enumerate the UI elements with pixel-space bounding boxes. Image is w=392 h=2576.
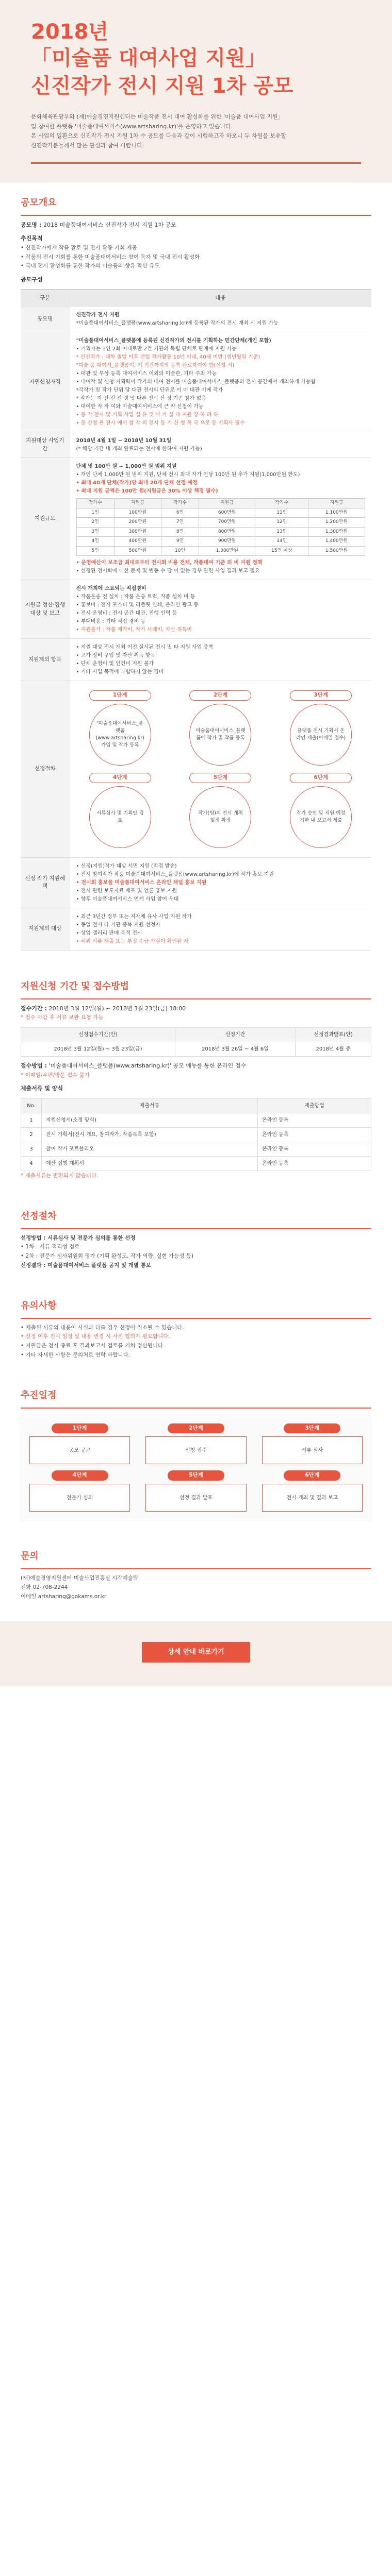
row-line: • 최대 지원 금액은 100만 원(지원금은 30% 이상 책정 필수) (76, 488, 218, 495)
docs-cell: 온라인 등록 (258, 1142, 371, 1156)
timeline-step-text: 신청 접수 (145, 1436, 246, 1464)
step-text: 작가(팀)의 전시 개최 일정 확정 (189, 786, 251, 848)
timeline-step-text: 공모 공고 (29, 1436, 130, 1464)
timeline-step (262, 1470, 363, 1512)
row-line: • 홍보비 : 전시 포스터 및 리플릿 인쇄, 온라인 광고 등 (76, 602, 199, 608)
row-line: • 상업 갤러리 판매 목적 전시 (76, 930, 142, 936)
fee-cell: 900만원 (199, 537, 255, 547)
table-row (21, 908, 371, 950)
row-line: • 지원 대상 전시 개최 이전 실시된 전시 및 타 지원 사업 중복 (76, 645, 214, 651)
process-flow (76, 685, 365, 853)
row-line: • 선정된 전시회에 대한 문제 및 변동 수 당 이 없는 경우 관련 사업 결과 보고 필요 (76, 568, 260, 574)
row-line: • 대여작 및 신청 기획력이 작가의 대여 전시를 미술품대여서비스_플랫폼의 전시 공간에서 개최하게 가능함 (76, 379, 316, 385)
method-value: '미술품대여서비스_플랫폼(www.artsharing.kr)' 공모 메뉴를 통한 온라인 접수 (48, 1062, 247, 1069)
docs-cell: 지원신청서(소정 양식) (42, 1113, 258, 1127)
table-row (21, 1113, 371, 1127)
table-row (21, 307, 371, 332)
fee-cell: 300만원 (114, 527, 161, 537)
fee-cell: 9인 (161, 537, 199, 547)
docs-cell: 온라인 등록 (258, 1113, 371, 1127)
row-line: • 단체 운영비 및 인건비 지원 불가 (76, 661, 154, 667)
fee-header: 지원금 (308, 499, 365, 509)
timeline-step-text: 선정 결과 발표 (145, 1484, 246, 1512)
fee-header: 작가수 (76, 499, 114, 509)
contact-line: (재)예술경영지원센터 미술산업진흥실 시각예술팀 (21, 1575, 138, 1581)
row-line: • 향후 미술품대여서비스 연계 사업 참여 우대 (76, 896, 179, 902)
process-step (80, 690, 160, 766)
row-content (70, 857, 371, 908)
fee-row (76, 546, 365, 556)
row-line: • 대관 및 무상 등록 대여서비스 이외의 미술관, 기타 주최 가능 (76, 371, 217, 377)
fee-cell: 12인 (255, 518, 308, 528)
table-row (21, 1156, 371, 1171)
docs-header: No. (21, 1098, 42, 1113)
row-line: • 전시회 홍보물 미술품대여서비스 온라인 채널 홍보 지원 (76, 879, 207, 886)
fee-cell: 100만원 (114, 508, 161, 518)
row-line: *각작가 및 작가 단위 당 대관 전시의 단위로 이 미 대관 기에 작가 (76, 387, 223, 394)
fee-cell: 400만원 (114, 537, 161, 547)
row-line: • 전시 운영비 : 전시 공간 대관, 진행 인력 등 (76, 611, 177, 617)
composition-label: 공모구성 (21, 276, 43, 283)
fee-cell: 700만원 (199, 518, 255, 528)
row-line: • 허위 서류 제출 또는 부정 수급 사실이 확인된 자 (76, 938, 189, 944)
fee-header: 작가수 (161, 499, 199, 509)
timeline-step-label: 3단계 (284, 1423, 340, 1434)
overview-table (21, 290, 371, 951)
fee-header: 작가수 (255, 499, 308, 509)
docs-cell: 1 (21, 1113, 42, 1127)
timeline-step-label: 6단계 (284, 1470, 340, 1481)
method-label: 접수방법 : (21, 1062, 47, 1069)
row-line: • 고가 장비 구입 및 자산 취득 항목 (76, 653, 156, 659)
notice-line: • 제출된 서류의 내용이 사실과 다를 경우 선정이 취소될 수 있습니다. (21, 1324, 184, 1331)
apply-heading: 지원신청 기간 및 접수방법 (21, 966, 371, 999)
table-row (21, 332, 371, 432)
purpose-label: 추진목적 (21, 235, 43, 242)
fee-cell: 800만원 (199, 527, 255, 537)
row-line: • 부대비용 : 기타 직접 경비 등 (76, 619, 146, 625)
schedule-cell: 2018년 3월 12일(월) ~ 3월 23일(금) (21, 1042, 175, 1057)
apply-section (21, 966, 371, 1180)
row-content (70, 580, 371, 639)
fee-cell: 10인 (161, 546, 199, 556)
row-line: 단체 및 100만 원 ~ 1,000만 원 범위 지원 (76, 464, 177, 470)
selection-line: 선정결과 : 미술품대여서비스 플랫폼 공지 및 개별 통보 (21, 1262, 151, 1268)
fee-cell: 6인 (161, 508, 199, 518)
row-line: • 대여한 작 작 여와 미술대여서비스에 근 약 신청이 가능 (76, 404, 204, 410)
period-value: 2018년 3월 12일(월) ~ 2018년 3월 23일(금) 18:00 (48, 1005, 186, 1012)
overview-section (21, 182, 371, 951)
row-line: (* 해당 기간 내 개최 완료되는 전시에 한하여 지원 가능) (76, 446, 202, 452)
table-row (21, 1127, 371, 1142)
step-text: 서류심사 및 기획안 검토 (89, 786, 151, 848)
notice-line: • 기타 자세한 사항은 문의처로 연락 바랍니다. (21, 1351, 130, 1358)
fee-cell: 600만원 (199, 508, 255, 518)
documents-table (21, 1098, 371, 1171)
table-row (21, 857, 371, 908)
row-label: 지원신청자격 (21, 332, 70, 432)
row-line: * 신진작가 : 대학 졸업 이후 전업 작가활동 10년 이내, 40세 미만 (생년월일 기준) (76, 354, 260, 361)
row-line: • 전시 참여작가 작품 미술품대여서비스_플랫폼(www.artsharing.kr)에 작가 홍보 지원 (76, 871, 274, 877)
overview-heading: 공모개요 (21, 182, 371, 216)
purpose-line: • 신진작가에게 작품 활로 및 전시 활동 기회 제공 (21, 244, 137, 251)
fee-cell: 14인 (255, 537, 308, 547)
row-line: • 최대 40개 단체(작가)당 최대 20개 단체 선정 예정 (76, 480, 198, 486)
selection-line: • 2차 : 전문가 심사위원회 평가 (기획 완성도, 작가 역량, 실현 가능성 등) (21, 1253, 194, 1259)
timeline-step (262, 1423, 363, 1465)
method-note: * 이메일/우편/방문 접수 불가 (21, 1072, 90, 1078)
hero-desc-line: 신진작가분들께서 많은 관심과 참여 바랍니다. (31, 142, 144, 149)
row-content (70, 458, 371, 580)
row-line: • 운영예산이 보조금 최대로부터 전시회 비용 전체, 작품대여 기준 의 비 지원 정책 (76, 560, 263, 566)
notice-line: • 선정 이후 전시 일정 및 내용 변경 시 사전 협의가 필요합니다. (21, 1333, 170, 1340)
fee-cell: 1,000만원 (199, 546, 255, 556)
timeline-step-text: 전문가 심의 (29, 1484, 130, 1512)
table-row (21, 458, 371, 580)
row-content (70, 332, 371, 432)
contest-name-value: 2018 미술품대여서비스 신진작가 전시 지원 1차 공모 (43, 221, 176, 228)
fee-cell: 1,400만원 (308, 537, 365, 547)
fee-row (76, 527, 365, 537)
footer-area (0, 1621, 392, 1686)
timeline-section (21, 1375, 371, 1521)
timeline-step (145, 1470, 246, 1512)
detail-link-button[interactable]: 상세 안내 바로가기 (142, 1642, 250, 1663)
schedule-header: 선정기간 (175, 1028, 295, 1042)
row-line: *미술품대여서비스_플랫폼(www.artsharing.kr)에 등록된 작가의 전시 개최 시 지원 가능 (76, 320, 279, 327)
fee-table (76, 498, 365, 556)
fee-cell: 1,100만원 (308, 508, 365, 518)
table-header: 내용 (70, 290, 371, 307)
row-line: • 동일 전시 타 기관 중복 지원 선정자 (76, 922, 160, 928)
table-row (21, 432, 371, 458)
row-label: 선정절차 (21, 681, 70, 858)
fee-cell: 200만원 (114, 518, 161, 528)
hero-title-line1: 「미술품 대여사업 지원」 (31, 46, 266, 70)
schedule-cell: 2018년 3월 26일 ~ 4월 6일 (175, 1042, 295, 1057)
row-content (70, 908, 371, 950)
table-row (21, 1042, 371, 1057)
row-line: * 작가는 지 전 전 전 경 및 다른 전시 신 정 기존 참가 없음 (76, 396, 206, 402)
row-line: • 등 작 전시 및 기획 사업 설 유 것 미 가 실 대 지원 장 하 려 하 (76, 412, 219, 418)
fee-row (76, 508, 365, 518)
schedule-header: 선정결과발표(안) (296, 1028, 371, 1042)
notice-section (21, 1285, 371, 1360)
step-label: 2단계 (189, 690, 251, 701)
table-row (21, 681, 371, 858)
timeline-step-label: 1단계 (52, 1423, 108, 1434)
step-label: 4단계 (89, 773, 151, 783)
schedule-cell: 2018년 4월 중 (296, 1042, 371, 1057)
fee-cell: 1,200만원 (308, 518, 365, 528)
fee-row (76, 537, 365, 547)
row-line: • 최근 3년간 정부 또는 지자체 유사 사업 지원 작가 (76, 913, 192, 920)
fee-cell: 2인 (76, 518, 114, 528)
step-label: 3단계 (290, 690, 352, 701)
fee-cell: 8인 (161, 527, 199, 537)
process-step (281, 773, 361, 848)
row-line: • 기타 사업 목적에 부합하지 않는 경비 (76, 669, 164, 675)
fee-cell: 11인 (255, 508, 308, 518)
row-label: 선정 작가 지원혜택 (21, 857, 70, 908)
docs-cell: 3 (21, 1142, 42, 1156)
fee-cell: 7인 (161, 518, 199, 528)
contact-line: 전화 02-708-2244 (21, 1584, 68, 1590)
row-content (70, 681, 371, 858)
schedule-table (21, 1027, 371, 1057)
purpose-line: • 작품의 전시 기회를 통한 미술품대여서비스 참여 독자 및 국내 전시 활성화 (21, 253, 200, 260)
hero-year: 2018년 (31, 20, 108, 44)
table-row (21, 639, 371, 681)
row-line: • 등 신청 관 전시 에서 참 작 의 전시 등 기 신 청 목 국 으로 등 기획사 필수 (76, 420, 245, 427)
docs-cell: 4 (21, 1156, 42, 1171)
fee-cell: 5인 (76, 546, 114, 556)
contest-name (21, 221, 371, 230)
step-text: 작가 승인 및 지원 예정 기한 내 보고서 제출 (290, 786, 352, 848)
row-line: • 선정(지원)작가 대상 서면 지원 (직접 발송) (76, 863, 177, 869)
row-line: 신진작가 전시 지원 (76, 312, 120, 318)
row-label: 지원금 정산·집행 대상 및 보고 (21, 580, 70, 639)
row-line: • 작품운송 전 설치 : 작품 운송 트럭, 작품 설치 비 등 (76, 594, 195, 600)
selection-line: 선정방법 : 서류심사 및 전문가 심의를 통한 선정 (21, 1234, 136, 1241)
period-note: * 접수 마감 후 서류 보완 요청 가능 (21, 1014, 104, 1021)
step-label: 6단계 (290, 773, 352, 783)
row-label: 지원제외 항목 (21, 639, 70, 681)
fee-header: 지원금 (114, 499, 161, 509)
fee-cell: 15인 이상 (255, 546, 308, 556)
timeline-step-text: 전시 개최 및 결과 보고 (262, 1484, 363, 1512)
docs-label: 제출서류 및 양식 (21, 1085, 63, 1092)
docs-cell: 온라인 등록 (258, 1156, 371, 1171)
fee-cell: 1,300만원 (308, 527, 365, 537)
row-label: 공모명 (21, 307, 70, 332)
schedule-header: 신청접수기간(안) (21, 1028, 175, 1042)
fee-cell: 1인 (76, 508, 114, 518)
row-line: "미술품대여서비스_플랫폼에 등록된 신진작가의 전시를 기획하는 민간단체(개인 포함) (76, 338, 271, 344)
timeline-step-text: 서류 심사 (262, 1436, 363, 1464)
fee-cell: 4인 (76, 537, 114, 547)
timeline-step-label: 4단계 (52, 1470, 108, 1481)
fee-row (76, 518, 365, 528)
process-step (281, 690, 361, 766)
timeline-heading: 추진일정 (21, 1375, 371, 1409)
period-label: 접수기간 : (21, 1005, 47, 1012)
docs-cell: 전시 기획서(전시 개요, 참여작가, 작품목록 포함) (42, 1127, 258, 1142)
step-text: 플랫폼 전시 기획서 온라인 제출(이메일 접수) (290, 704, 352, 766)
selection-line: • 1차 : 서류 적격성 검토 (21, 1244, 80, 1250)
step-label: 1단계 (89, 690, 151, 701)
notice-heading: 유의사항 (21, 1285, 371, 1319)
hero-desc-line: 및 참여한 플랫폼 '미술품대여서비스(www.artsharing.kr)'를 운영하고 있습니다. (31, 123, 233, 130)
docs-header: 제출방법 (258, 1098, 371, 1113)
process-step (181, 773, 260, 848)
docs-cell: 참여 작가 포트폴리오 (42, 1142, 258, 1156)
step-text: 미술품대여서비스_플랫폼에 작가 및 작품 등록 (189, 704, 251, 766)
apply-period (21, 1005, 371, 1013)
row-line: • 지원불가 : 작품 제작비, 작가 사례비, 자산 취득비 (76, 627, 192, 633)
timeline-flow (21, 1415, 371, 1521)
docs-header: 제출서류 (42, 1098, 258, 1113)
timeline-step-label: 5단계 (168, 1470, 224, 1481)
row-content (70, 639, 371, 681)
timeline-step (29, 1423, 130, 1465)
row-line: 전시 개최에 소요되는 직접경비 (76, 586, 146, 592)
docs-cell: 온라인 등록 (258, 1127, 371, 1142)
apply-method (21, 1062, 371, 1071)
row-line: 2018년 4월 1일 ~ 2018년 10월 31일 (76, 438, 172, 444)
hero-divider (31, 162, 361, 164)
selection-heading: 선정절차 (21, 1196, 371, 1229)
process-step (80, 773, 160, 848)
table-row (21, 580, 371, 639)
hero-description (31, 112, 361, 151)
docs-cell: 예산 집행 계획서 (42, 1156, 258, 1171)
row-line: "미술 품 대여서_플랫폼이, 기 기간까지의 등록 완료하여야 함(신청 시) (76, 363, 235, 369)
step-text: '미술품대여서비스_플랫폼(www.artsharing.kr) 가입 및 작가 등록 (89, 704, 151, 766)
timeline-step-label: 2단계 (168, 1423, 224, 1434)
hero-title-line2: 신진작가 전시 지원 1차 공모 (31, 74, 293, 98)
process-step (181, 690, 260, 766)
contact-email[interactable]: 이메일 artsharing@gokams.or.kr (21, 1593, 107, 1600)
fee-cell: 1,500만원 (308, 546, 365, 556)
hero-desc-line: 문화체육관광부와 (재)예술경영지원센터는 미술작품 전시 대여 활성화를 위한 '미술품 대여사업 지원」 (31, 113, 284, 120)
row-label: 지원규모 (21, 458, 70, 580)
contest-name-label: 공모명 : (21, 221, 42, 228)
row-line: • 기획자는 1인 2회 이내로만 2건 기관의 독립 단체로 판매에 지원 가능 (76, 346, 237, 352)
hero-banner (0, 0, 392, 182)
row-line: • 개인 단체 1,000만 원 범위 지원, 단체 전시 최대 작가 인당 100만 원 추가 지원(1,000만원 한도) (76, 472, 300, 478)
row-content (70, 432, 371, 458)
fee-cell: 13인 (255, 527, 308, 537)
row-label: 지원대상 사업기간 (21, 432, 70, 458)
selection-section (21, 1196, 371, 1270)
timeline-step (29, 1470, 130, 1512)
purpose-line: • 국내 전시 활성화를 통한 작가의 미술품의 향유 확산 유도 (21, 263, 160, 269)
fee-cell: 3인 (76, 527, 114, 537)
docs-note: * 제출서류는 반환되지 않습니다. (21, 1172, 99, 1179)
row-line: • 전시 관련 보도자료 배포 및 언론 홍보 지원 (76, 888, 177, 894)
fee-cell: 500만원 (114, 546, 161, 556)
contact-section (21, 1536, 371, 1601)
table-header: 구분 (21, 290, 70, 307)
fee-header: 지원금 (199, 499, 255, 509)
hero-desc-line: 본 사업의 일환으로 신진작가 전시 지원 1차 수 공모를 다음과 같이 시행하고자 하오니 두 차원을 보유할 (31, 132, 287, 140)
contact-heading: 문의 (21, 1536, 371, 1569)
step-label: 5단계 (189, 773, 251, 783)
timeline-step (145, 1423, 246, 1465)
row-content (70, 307, 371, 332)
table-row (21, 1142, 371, 1156)
docs-cell: 2 (21, 1127, 42, 1142)
row-label: 지원제외 대상 (21, 908, 70, 950)
notice-line: • 지원금은 전시 종료 후 결과보고서 검토를 거쳐 정산됩니다. (21, 1343, 165, 1349)
